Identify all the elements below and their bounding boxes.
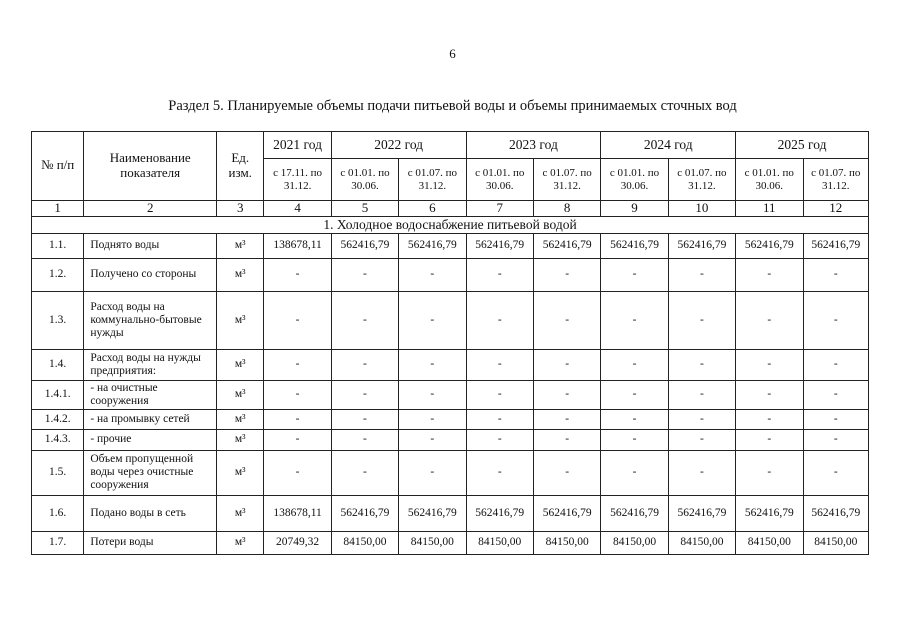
value-cell: -	[331, 350, 398, 380]
header-period: с 01.07. по 31.12.	[533, 159, 600, 201]
value-cell: 562416,79	[803, 496, 869, 531]
row-unit: м³	[217, 430, 264, 450]
value-cell: -	[533, 380, 600, 409]
value-cell: -	[601, 291, 668, 350]
value-cell: -	[264, 291, 331, 350]
value-cell: -	[803, 350, 869, 380]
row-number: 1.6.	[32, 496, 84, 531]
value-cell: -	[466, 350, 533, 380]
value-cell: -	[331, 380, 398, 409]
value-cell: -	[601, 410, 668, 430]
value-cell: -	[736, 259, 803, 291]
value-cell: -	[803, 410, 869, 430]
header-period: с 01.01. по 30.06.	[601, 159, 668, 201]
value-cell: -	[264, 430, 331, 450]
header-period: с 01.01. по 30.06.	[331, 159, 398, 201]
header-no: № п/п	[32, 132, 84, 201]
value-cell: -	[668, 259, 735, 291]
value-cell: 562416,79	[331, 233, 398, 258]
value-cell: -	[466, 430, 533, 450]
value-cell: 84150,00	[736, 531, 803, 554]
value-cell: -	[803, 291, 869, 350]
value-cell: -	[601, 430, 668, 450]
row-number: 1.4.2.	[32, 410, 84, 430]
value-cell: -	[264, 450, 331, 496]
value-cell: -	[601, 259, 668, 291]
table-row	[32, 259, 869, 291]
value-cell: -	[399, 350, 466, 380]
value-cell: 562416,79	[803, 233, 869, 258]
column-number: 4	[264, 200, 331, 216]
row-number: 1.5.	[32, 450, 84, 496]
value-cell: -	[668, 350, 735, 380]
value-cell: -	[736, 410, 803, 430]
table-row	[32, 291, 869, 350]
header-period: с 17.11. по 31.12.	[264, 159, 331, 201]
row-unit: м³	[217, 291, 264, 350]
table-row	[32, 450, 869, 496]
section-row	[32, 217, 869, 234]
value-cell: 84150,00	[399, 531, 466, 554]
table-row	[32, 350, 869, 380]
row-number: 1.2.	[32, 259, 84, 291]
value-cell: 562416,79	[736, 496, 803, 531]
value-cell: -	[331, 450, 398, 496]
value-cell: -	[533, 291, 600, 350]
value-cell: -	[533, 259, 600, 291]
value-cell: -	[399, 430, 466, 450]
value-cell: 84150,00	[331, 531, 398, 554]
value-cell: -	[736, 450, 803, 496]
value-cell: -	[668, 430, 735, 450]
value-cell: -	[264, 259, 331, 291]
value-cell: -	[399, 410, 466, 430]
row-number: 1.3.	[32, 291, 84, 350]
row-name: - на промывку сетей	[84, 410, 217, 430]
value-cell: -	[803, 450, 869, 496]
value-cell: -	[466, 380, 533, 409]
value-cell: 562416,79	[601, 496, 668, 531]
value-cell: -	[736, 350, 803, 380]
header-period: с 01.07. по 31.12.	[803, 159, 869, 201]
value-cell: -	[533, 450, 600, 496]
row-name: - прочие	[84, 430, 217, 450]
value-cell: -	[668, 291, 735, 350]
value-cell: 562416,79	[399, 496, 466, 531]
value-cell: 562416,79	[736, 233, 803, 258]
header-year-2023: 2023 год	[466, 132, 601, 159]
header-period: с 01.01. по 30.06.	[736, 159, 803, 201]
value-cell: -	[533, 430, 600, 450]
row-number: 1.7.	[32, 531, 84, 554]
value-cell: -	[264, 350, 331, 380]
value-cell: -	[668, 450, 735, 496]
header-year-2024: 2024 год	[601, 132, 736, 159]
table-row	[32, 233, 869, 258]
row-name: Расход воды на коммунально-бытовые нужды	[84, 291, 217, 350]
value-cell: -	[601, 350, 668, 380]
value-cell: 562416,79	[601, 233, 668, 258]
header-unit: Ед. изм.	[217, 132, 264, 201]
value-cell: -	[399, 380, 466, 409]
value-cell: 562416,79	[533, 496, 600, 531]
column-numbers-row	[32, 200, 869, 216]
value-cell: 138678,11	[264, 233, 331, 258]
row-number: 1.4.3.	[32, 430, 84, 450]
value-cell: -	[736, 380, 803, 409]
water-volume-table	[31, 131, 869, 555]
value-cell: -	[264, 410, 331, 430]
row-unit: м³	[217, 531, 264, 554]
column-number: 1	[32, 200, 84, 216]
row-name: Поднято воды	[84, 233, 217, 258]
value-cell: -	[533, 410, 600, 430]
row-number: 1.4.	[32, 350, 84, 380]
value-cell: 84150,00	[533, 531, 600, 554]
value-cell: -	[399, 291, 466, 350]
value-cell: 562416,79	[533, 233, 600, 258]
value-cell: -	[399, 450, 466, 496]
page-number: 6	[449, 46, 456, 61]
header-period: с 01.07. по 31.12.	[668, 159, 735, 201]
table-row	[32, 380, 869, 409]
value-cell: -	[668, 410, 735, 430]
column-number: 9	[601, 200, 668, 216]
row-unit: м³	[217, 259, 264, 291]
value-cell: -	[601, 450, 668, 496]
section-title-heading: Раздел 5. Планируемые объемы подачи питьевой воды и объемы принимаемых сточных вод	[168, 98, 737, 114]
value-cell: -	[331, 291, 398, 350]
row-name: - на очистные сооружения	[84, 380, 217, 409]
row-unit: м³	[217, 450, 264, 496]
value-cell: -	[264, 380, 331, 409]
row-number: 1.1.	[32, 233, 84, 258]
row-unit: м³	[217, 410, 264, 430]
value-cell: -	[466, 410, 533, 430]
table-row	[32, 430, 869, 450]
header-year-2025: 2025 год	[736, 132, 869, 159]
value-cell: 84150,00	[803, 531, 869, 554]
column-number: 3	[217, 200, 264, 216]
value-cell: 562416,79	[466, 496, 533, 531]
column-number: 12	[803, 200, 869, 216]
row-unit: м³	[217, 380, 264, 409]
value-cell: -	[736, 291, 803, 350]
row-unit: м³	[217, 350, 264, 380]
table-row	[32, 496, 869, 531]
value-cell: -	[331, 410, 398, 430]
row-unit: м³	[217, 233, 264, 258]
header-name: Наименование показателя	[84, 132, 217, 201]
row-name: Подано воды в сеть	[84, 496, 217, 531]
value-cell: -	[668, 380, 735, 409]
value-cell: 138678,11	[264, 496, 331, 531]
header-period: с 01.01. по 30.06.	[466, 159, 533, 201]
value-cell: -	[331, 259, 398, 291]
value-cell: -	[331, 430, 398, 450]
value-cell: 562416,79	[668, 496, 735, 531]
section-title: 1. Холодное водоснабжение питьевой водой	[32, 217, 869, 234]
header-year-2022: 2022 год	[331, 132, 466, 159]
table-row	[32, 410, 869, 430]
value-cell: -	[466, 291, 533, 350]
column-number: 2	[84, 200, 217, 216]
value-cell: 562416,79	[668, 233, 735, 258]
value-cell: -	[533, 350, 600, 380]
value-cell: -	[466, 450, 533, 496]
value-cell: 562416,79	[399, 233, 466, 258]
value-cell: 562416,79	[466, 233, 533, 258]
header-period: с 01.07. по 31.12.	[399, 159, 466, 201]
value-cell: -	[466, 259, 533, 291]
value-cell: 562416,79	[331, 496, 398, 531]
column-number: 5	[331, 200, 398, 216]
header-row-years	[32, 132, 869, 159]
row-name: Получено со стороны	[84, 259, 217, 291]
value-cell: 84150,00	[466, 531, 533, 554]
value-cell: -	[736, 430, 803, 450]
column-number: 7	[466, 200, 533, 216]
header-year-2021: 2021 год	[264, 132, 331, 159]
column-number: 11	[736, 200, 803, 216]
table-row	[32, 531, 869, 554]
value-cell: 20749,32	[264, 531, 331, 554]
value-cell: 84150,00	[668, 531, 735, 554]
row-name: Объем пропущенной воды через очистные сооружения	[84, 450, 217, 496]
value-cell: -	[803, 259, 869, 291]
column-number: 6	[399, 200, 466, 216]
column-number: 8	[533, 200, 600, 216]
value-cell: 84150,00	[601, 531, 668, 554]
value-cell: -	[803, 430, 869, 450]
value-cell: -	[399, 259, 466, 291]
value-cell: -	[601, 380, 668, 409]
value-cell: -	[803, 380, 869, 409]
column-number: 10	[668, 200, 735, 216]
row-name: Расход воды на нужды предприятия:	[84, 350, 217, 380]
row-unit: м³	[217, 496, 264, 531]
row-name: Потери воды	[84, 531, 217, 554]
row-number: 1.4.1.	[32, 380, 84, 409]
